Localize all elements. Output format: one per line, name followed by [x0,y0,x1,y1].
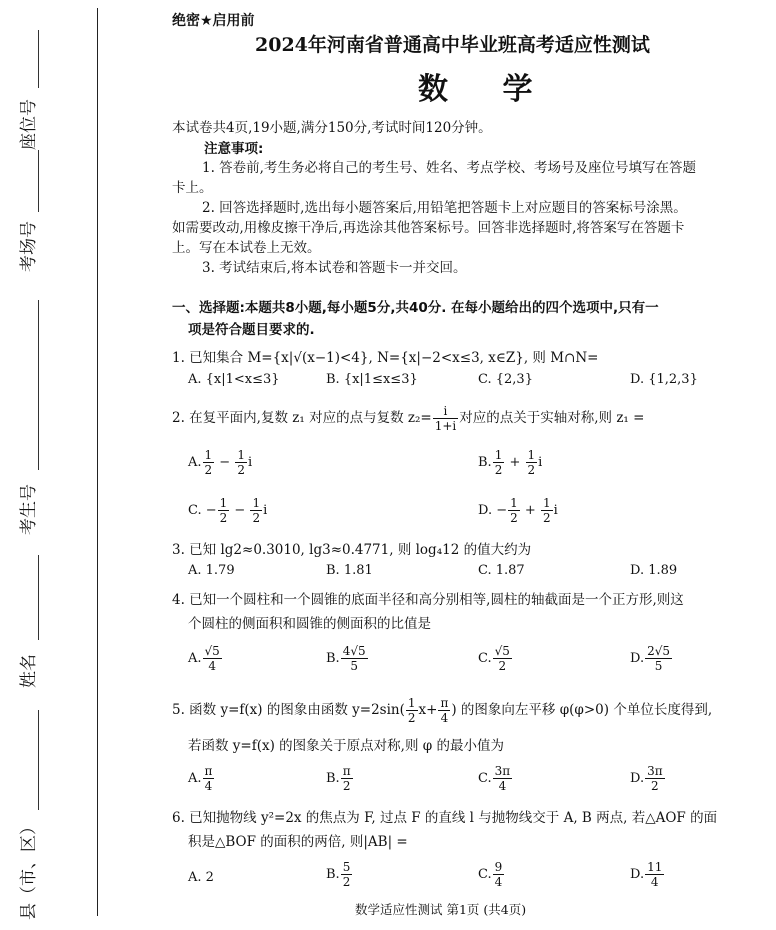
binding-margin [0,0,100,930]
note-line: 如需要改动,用橡皮擦干净后,再选涂其他答案标号。回答非选择题时,将答案写在答题卡 [172,220,685,236]
q5-stem-cont: 若函数 y=f(x) 的图象关于原点对称,则 φ 的最小值为 [188,738,504,754]
q6-option-a[interactable]: A. 2 [188,870,214,885]
section-heading: 一、选择题:本题共8小题,每小题5分,共40分. 在每小题给出的四个选项中,只有一 [172,300,659,316]
q5-option-c[interactable]: C. $\frac{3\pi}{4}$ [478,764,511,793]
q2-option-d[interactable]: D. − $\frac{1}{2}$ + $\frac{1}{2}$ i [478,496,558,525]
q3-option-d[interactable]: D. 1.89 [630,563,678,578]
note-line: 上。写在本试卷上无效。 [172,240,321,256]
q6-option-d[interactable]: D. $\frac{11}{4}$ [630,860,663,889]
q1-option-c[interactable]: C. {2,3} [478,372,533,387]
q5-stem: 5. 函数 y=f(x) 的图象由函数 y=2sin( $\frac{1}{2}$ x+ $\frac{\pi}{4}$ ) 的图象向左平移 φ(φ>0) 个单位长度得到, [172,696,713,725]
name-field[interactable] [38,555,39,640]
confidential-mark: 绝密★启用前 [172,13,255,29]
q2-stem: 2. 在复平面内,复数 z₁ 对应的点与复数 z₂= $\frac{i}{1+i}$ 对应的点关于实轴对称,则 z₁ = [172,404,645,433]
intro-text: 本试卷共4页,19小题,满分150分,考试时间120分钟。 [172,120,492,136]
q2-option-c[interactable]: C. − $\frac{1}{2}$ − $\frac{1}{2}$ i [188,496,268,525]
section-heading-cont: 项是符合题目要求的. [188,322,315,338]
q3-option-b[interactable]: B. 1.81 [326,563,373,578]
binding-line [97,8,98,916]
notes-title: 注意事项: [204,141,264,157]
q4-stem: 4. 已知一个圆柱和一个圆锥的底面半径和高分别相等,圆柱的轴截面是一个正方形,则这 [172,592,684,608]
q2-option-a[interactable]: A. $\frac{1}{2}$ − $\frac{1}{2}$ i [188,448,253,477]
q4-option-c[interactable]: C. $\frac{√5}{2}$ [478,644,510,673]
q3-option-c[interactable]: C. 1.87 [478,563,525,578]
county-label: 县（市、区） [19,818,39,920]
q1-option-b[interactable]: B. {x|1≤x≤3} [326,372,418,387]
q5-option-d[interactable]: D. $\frac{3\pi}{2}$ [630,764,663,793]
q6-option-b[interactable]: B. $\frac{5}{2}$ [326,860,351,889]
room-field[interactable] [38,150,39,212]
q4-option-a[interactable]: A. $\frac{√5}{4}$ [188,644,220,673]
q2-fraction: $\frac{i}{1+i}$ [434,404,457,433]
q5-option-b[interactable]: B. $\frac{\pi}{2}$ [326,764,351,793]
q6-stem: 6. 已知抛物线 y²=2x 的焦点为 F, 过点 F 的直线 l 与抛物线交于 A, B 两点, 若△AOF 的面 [172,810,718,826]
seat-field[interactable] [38,30,39,88]
q4-option-b[interactable]: B. $\frac{4√5}{5}$ [326,644,366,673]
q3-option-a[interactable]: A. 1.79 [188,563,235,578]
q5-option-a[interactable]: A. $\frac{\pi}{4}$ [188,764,213,793]
page-footer: 数学适应性测试 第1页 (共4页) [355,902,527,917]
note-line: 3. 考试结束后,将本试卷和答题卡一并交回。 [202,260,467,276]
q4-option-d[interactable]: D. $\frac{2√5}{5}$ [630,644,671,673]
q3-stem: 3. 已知 lg2≈0.3010, lg3≈0.4771, 则 log₄12 的值大约为 [172,542,532,558]
seat-label: 座位号 [19,99,39,150]
q1-option-d[interactable]: D. {1,2,3} [630,372,698,387]
exam-no-field[interactable] [38,300,39,470]
name-label: 姓名 [19,654,39,688]
q1-stem: 1. 已知集合 M={x|√(x−1)<4}, N={x|−2<x≤3, x∈Z}, 则 M∩N= [172,350,599,366]
q1-option-a[interactable]: A. {x|1<x≤3} [188,372,280,387]
room-label: 考场号 [19,221,39,272]
q2-option-b[interactable]: B. $\frac{1}{2}$ + $\frac{1}{2}$ i [478,448,543,477]
note-line: 卡上。 [172,180,213,196]
note-line: 2. 回答选择题时,选出每小题答案后,用铅笔把答题卡上对应题目的答案标号涂黑。 [202,200,687,216]
exam-title: 2024年河南省普通高中毕业班高考适应性测试 [255,34,650,56]
q6-stem-cont: 积是△BOF 的面积的两倍, 则|AB| = [188,834,408,850]
county-field[interactable] [38,710,39,810]
q6-option-c[interactable]: C. $\frac{9}{4}$ [478,860,503,889]
q4-stem-cont: 个圆柱的侧面积和圆锥的侧面积的比值是 [188,616,431,632]
subject-title: 数 学 [418,72,555,107]
note-line: 1. 答卷前,考生务必将自己的考生号、姓名、考点学校、考场号及座位号填写在答题 [202,160,696,176]
exam-no-label: 考生号 [19,484,39,535]
